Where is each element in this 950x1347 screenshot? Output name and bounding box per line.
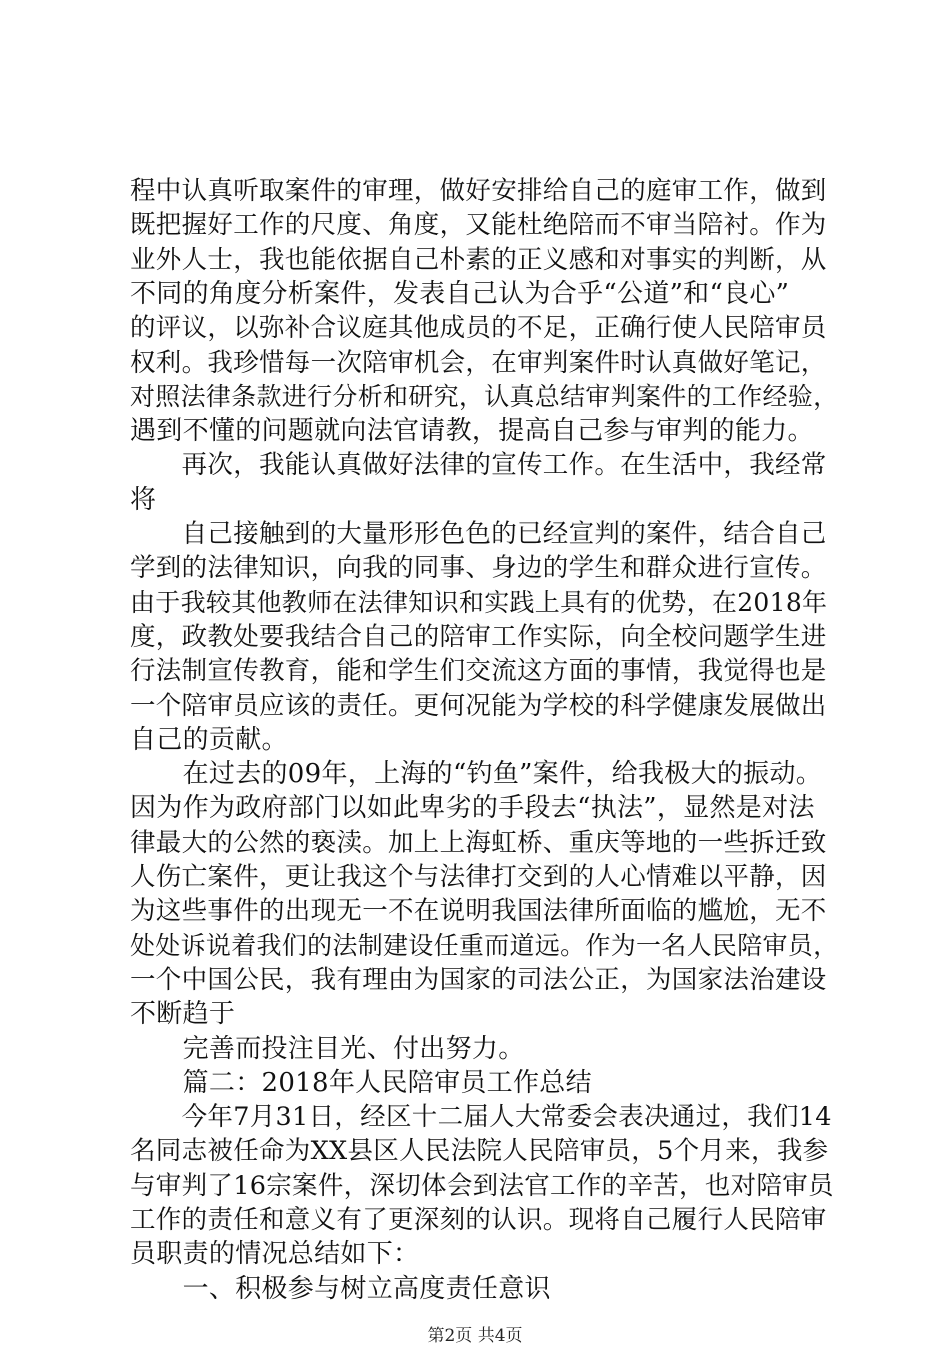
text-line: 为这些事件的出现无一不在说明我国法律所面临的尴尬，无不 bbox=[130, 896, 827, 926]
text-line: 与审判了16宗案件，深切体会到法官工作的辛苦，也对陪审员 bbox=[130, 1171, 834, 1201]
text-line: 一、积极参与树立高度责任意识 bbox=[130, 1274, 551, 1304]
text-line: 再次，我能认真做好法律的宣传工作。在生活中，我经常 bbox=[130, 450, 827, 480]
text-line: 不断趋于 bbox=[130, 999, 236, 1029]
text-line: 人伤亡案件，更让我这个与法律打交到的人心情难以平静，因 bbox=[130, 862, 827, 892]
text-line: 对照法律条款进行分析和研究，认真总结审判案件的工作经验， bbox=[130, 382, 839, 411]
text-line: 工作的责任和意义有了更深刻的认识。现将自己履行人民陪审 bbox=[130, 1205, 827, 1235]
text-line: 完善而投注目光、付出努力。 bbox=[130, 1034, 525, 1064]
section-heading: 篇二：2018年人民陪审员工作总结 bbox=[130, 1068, 592, 1098]
text-line: 行法制宣传教育，能和学生们交流这方面的事情，我觉得也是 bbox=[130, 656, 827, 686]
text-line: 遇到不懂的问题就向法官请教，提高自己参与审判的能力。 bbox=[130, 416, 814, 446]
text-line: 既把握好工作的尺度、角度，又能杜绝陪而不审当陪衬。作为 bbox=[130, 210, 827, 240]
text-line: 学到的法律知识，向我的同事、身边的学生和群众进行宣传。 bbox=[130, 553, 827, 583]
text-line: 一个陪审员应该的责任。更何况能为学校的科学健康发展做出 bbox=[130, 691, 827, 721]
text-line: 程中认真听取案件的审理，做好安排给自己的庭审工作，做到 bbox=[130, 176, 827, 206]
text-line: 律最大的公然的亵渎。加上上海虹桥、重庆等地的一些拆迁致 bbox=[130, 828, 827, 858]
text-line: 不同的角度分析案件，发表自己认为合乎“公道”和“良心” bbox=[130, 279, 790, 309]
text-line: 员职责的情况总结如下： bbox=[130, 1239, 420, 1269]
text-line: 处处诉说着我们的法制建设任重而道远。作为一名人民陪审员， bbox=[130, 931, 839, 960]
page-number: 第2页 共4页 bbox=[427, 1326, 523, 1346]
text-line: 一个中国公民，我有理由为国家的司法公正，为国家法治建设 bbox=[130, 965, 827, 995]
text-line: 将 bbox=[130, 485, 157, 515]
text-line: 业外人士，我也能依据自己朴素的正义感和对事实的判断，从 bbox=[130, 245, 827, 275]
text-line: 今年7月31日，经区十二届人大常委会表决通过，我们14 bbox=[130, 1102, 832, 1132]
text-line: 因为作为政府部门以如此卑劣的手段去“执法”，显然是对法 bbox=[130, 793, 815, 823]
text-line: 自己的贡献。 bbox=[130, 725, 288, 755]
text-line: 由于我较其他教师在法律知识和实践上具有的优势，在2018年 bbox=[130, 588, 828, 617]
text-line: 自己接触到的大量形形色色的已经宣判的案件，结合自己 bbox=[130, 519, 827, 549]
text-line: 的评议，以弥补合议庭其他成员的不足，正确行使人民陪审员 bbox=[130, 313, 827, 343]
text-line: 度，政教处要我结合自己的陪审工作实际，向全校问题学生进 bbox=[130, 622, 827, 652]
text-line: 权利。我珍惜每一次陪审机会，在审判案件时认真做好笔记， bbox=[130, 348, 827, 378]
text-line: 在过去的09年，上海的“钓鱼”案件，给我极大的振动。 bbox=[130, 759, 823, 789]
text-line: 名同志被任命为XX县区人民法院人民陪审员，5个月来，我参 bbox=[130, 1136, 829, 1166]
